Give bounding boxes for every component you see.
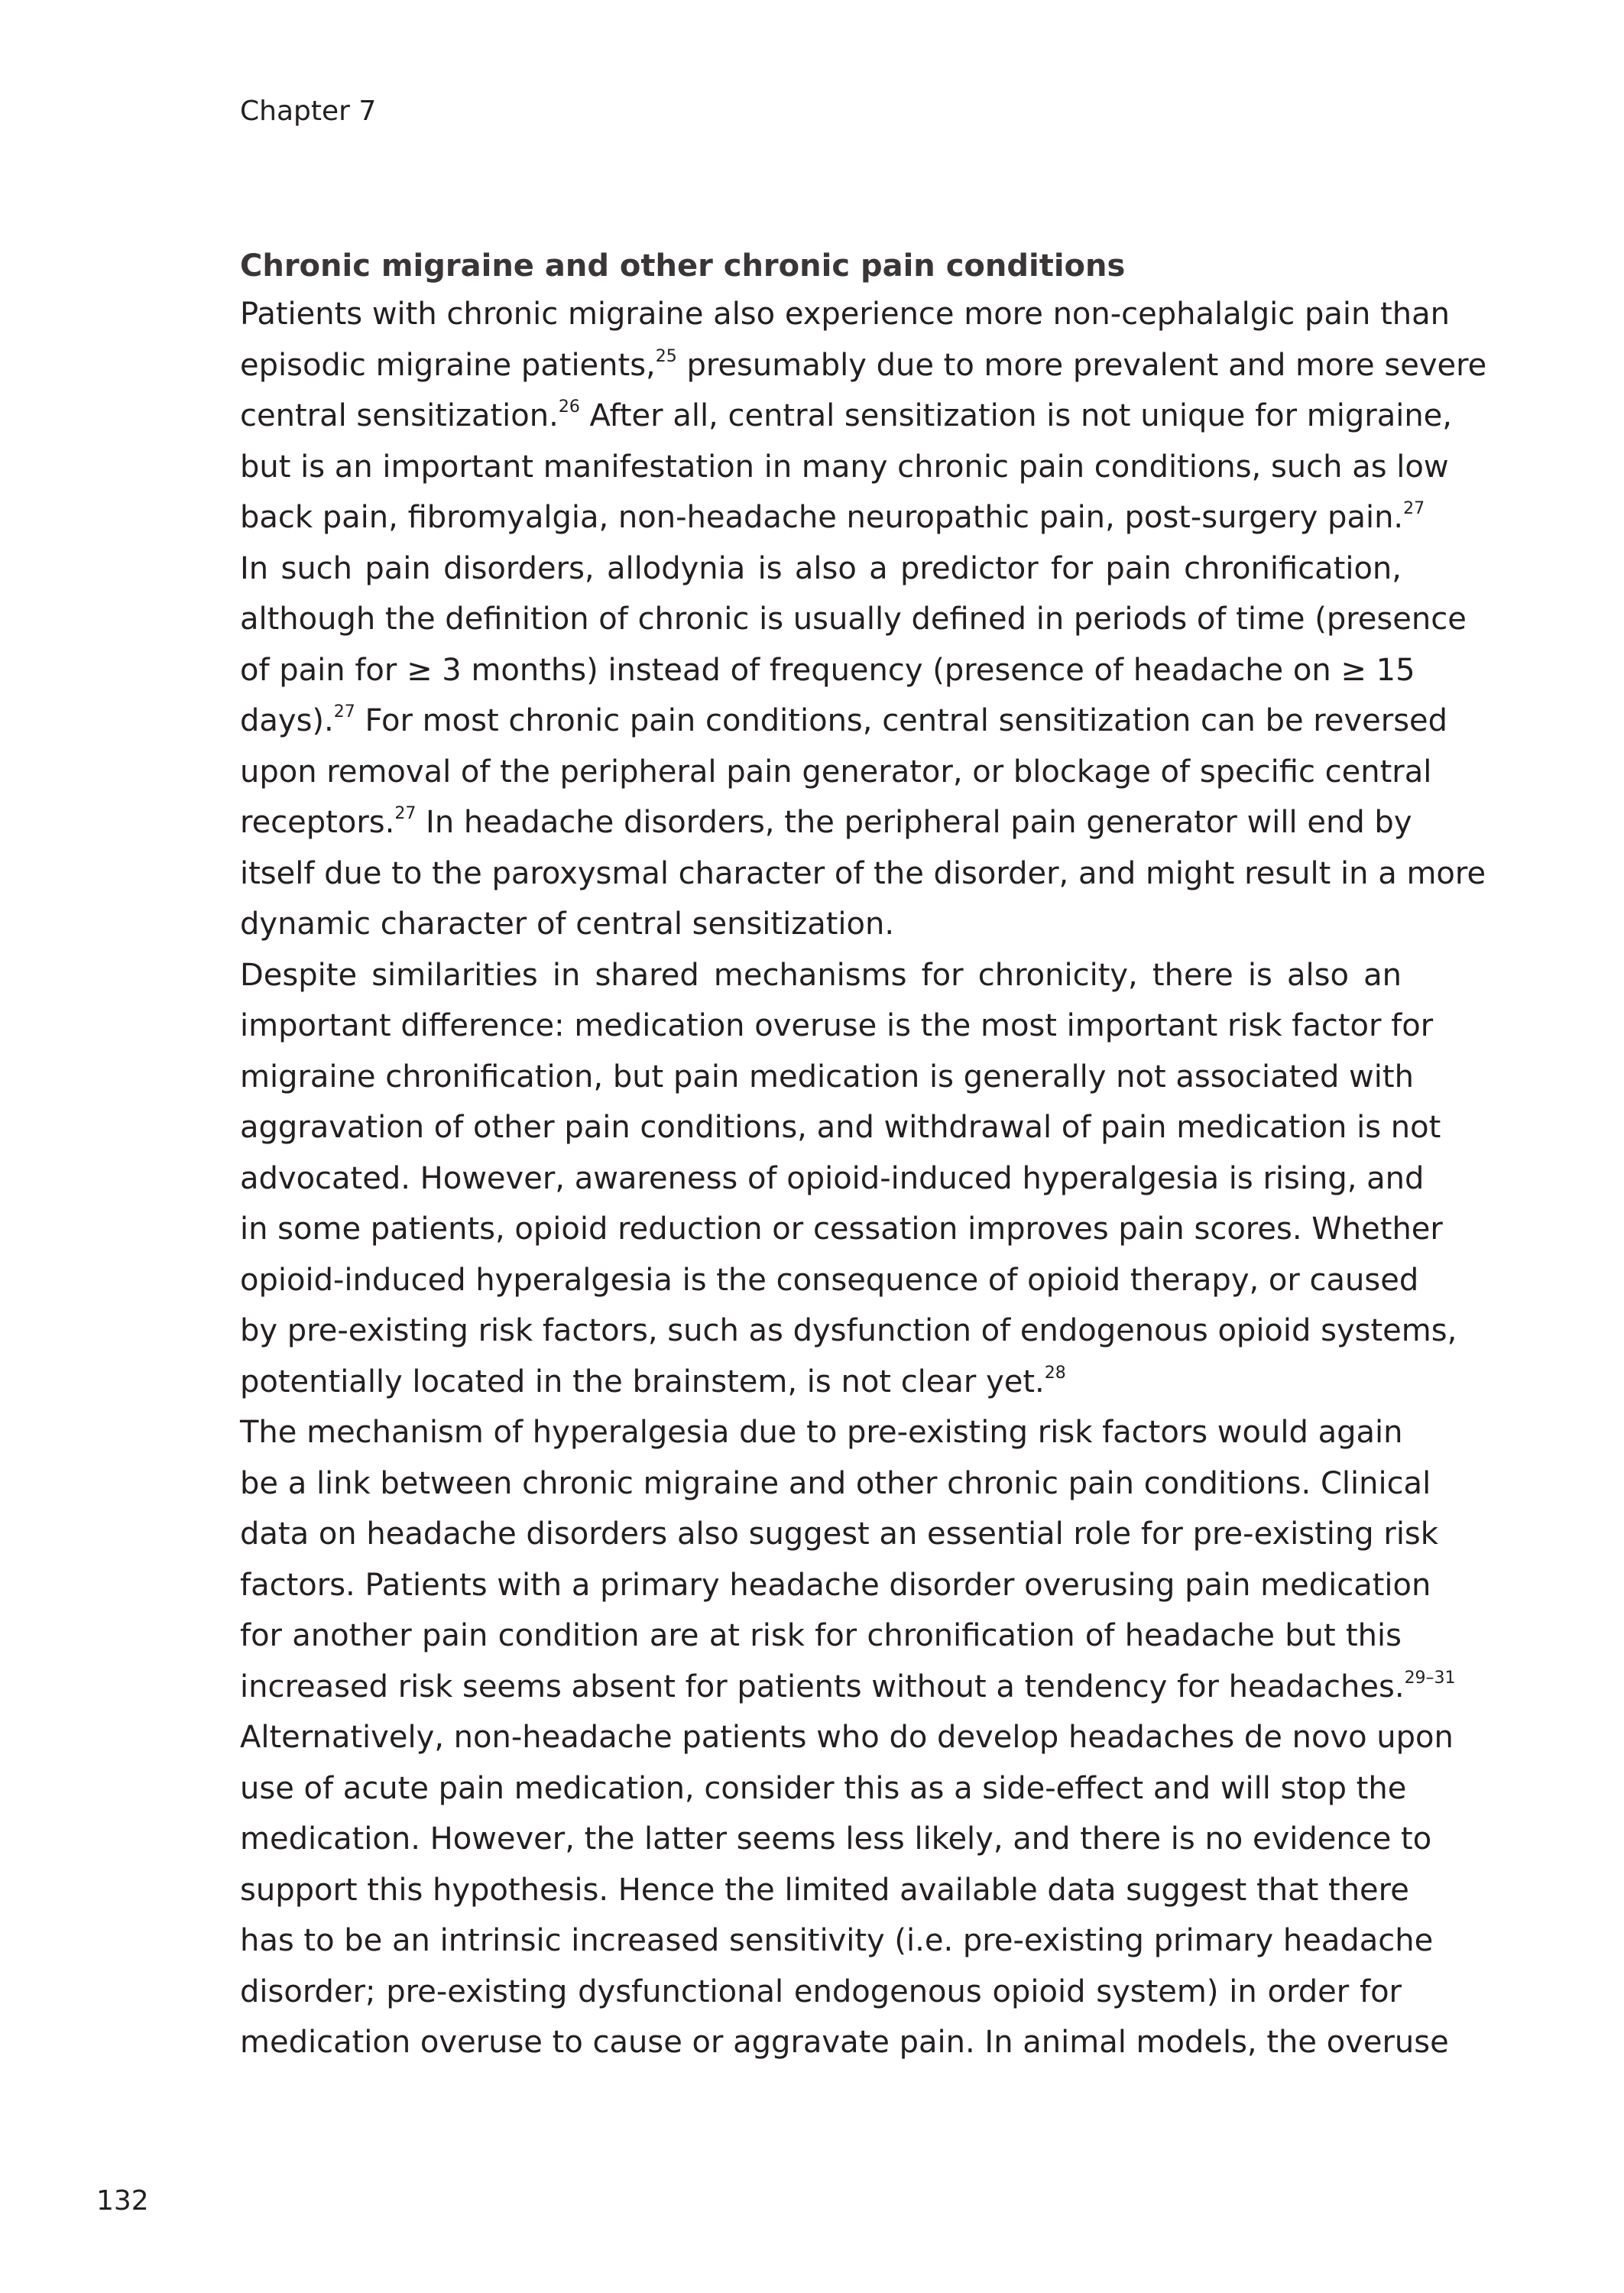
text-run: days).	[240, 703, 334, 738]
text-run: In such pain disorders, allodynia is also a predictor for pain chronification,	[240, 550, 1402, 586]
text-run: After all, central sensitization is not unique for migraine,	[579, 398, 1452, 433]
text-run: be a link between chronic migraine and other chronic pain conditions. Clinical	[240, 1465, 1431, 1501]
text-run: itself due to the paroxysmal character of the disorder, and might result in a more	[240, 855, 1486, 891]
citation-superscript: 27	[1403, 499, 1425, 518]
text-run: medication. However, the latter seems less likely, and there is no evidence to	[240, 1821, 1432, 1857]
text-line	[240, 1560, 1431, 1611]
text-line	[240, 391, 1452, 442]
text-line	[240, 1814, 1432, 1865]
text-line	[240, 1357, 1402, 1408]
text-run: important difference: medication overuse is the most important risk factor for	[240, 1008, 1434, 1043]
text-run: receptors.	[240, 805, 395, 840]
text-run: support this hypothesis. Hence the limited available data suggest that there	[240, 1872, 1409, 1908]
citation-superscript: 29–31	[1404, 1668, 1456, 1688]
text-line	[240, 747, 1432, 798]
text-line	[240, 848, 1486, 900]
text-run: data on headache disorders also suggest an essential role for pre-existing risk	[240, 1516, 1438, 1552]
text-run: dynamic character of central sensitization.	[240, 906, 895, 942]
text-line	[240, 1153, 1425, 1205]
text-run: Patients with chronic migraine also experience more non-cephalalgic pain than	[240, 297, 1450, 332]
text-line	[240, 797, 1412, 848]
text-run: For most chronic pain conditions, central sensitization can be reversed	[355, 703, 1448, 738]
text-line	[240, 1915, 1434, 1967]
text-line	[240, 1967, 1402, 2018]
citation-superscript: 27	[394, 804, 417, 823]
text-line	[240, 950, 1402, 1001]
text-run: increased risk seems absent for patients without a tendency for headaches.	[240, 1669, 1405, 1704]
text-line	[240, 1712, 1454, 1763]
text-run: although the definition of chronic is usually defined in periods of time (presence	[240, 602, 1467, 637]
text-run: factors. Patients with a primary headache disorder overusing pain medication	[240, 1567, 1431, 1603]
text-run: presumably due to more prevalent and more severe	[676, 347, 1487, 383]
text-run: has to be an intrinsic increased sensitivity (i.e. pre-existing primary headache	[240, 1923, 1434, 1958]
text-line	[240, 1763, 1407, 1815]
text-run: back pain, fibromyalgia, non-headache neuropathic pain, post-surgery pain.	[240, 500, 1404, 535]
paragraph	[240, 1407, 1456, 2068]
text-line	[240, 1458, 1431, 1510]
text-run: but is an important manifestation in many chronic pain conditions, such as low	[240, 449, 1449, 485]
page-number: 132	[96, 2185, 149, 2217]
text-run: disorder; pre-existing dysfunctional endogenous opioid system) in order for	[240, 1974, 1402, 2009]
text-run: Despite similarities in shared mechanisms for chronicity, there is also an	[240, 957, 1402, 993]
text-run: central sensitization.	[240, 398, 559, 433]
text-run: use of acute pain medication, consider this as a side-effect and will stop the	[240, 1770, 1407, 1806]
section-heading: Chronic migraine and other chronic pain conditions	[240, 248, 1126, 284]
text-line	[240, 1865, 1409, 1916]
running-head: Chapter 7	[240, 96, 377, 127]
text-line	[240, 442, 1449, 493]
text-run: Alternatively, non-headache patients who do develop headaches de novo upon	[240, 1720, 1454, 1755]
text-run: advocated. However, awareness of opioid-induced hyperalgesia is rising, and	[240, 1160, 1425, 1196]
paragraphs	[240, 289, 1487, 2068]
text-line	[240, 1509, 1438, 1560]
text-run: medication overuse to cause or aggravate pain. In animal models, the overuse	[240, 2025, 1449, 2060]
text-run: aggravation of other pain conditions, and withdrawal of pain medication is not	[240, 1110, 1441, 1145]
text-line	[240, 1662, 1456, 1713]
text-line	[240, 1052, 1414, 1103]
text-line	[240, 1610, 1402, 1662]
citation-superscript: 27	[333, 702, 355, 722]
text-line	[240, 899, 1402, 950]
text-line	[240, 2017, 1449, 2068]
text-run: of pain for ≥ 3 months) instead of frequency (presence of headache on ≥ 15	[240, 652, 1415, 688]
text-run: for another pain condition are at risk for chronification of headache but this	[240, 1618, 1402, 1653]
text-line	[240, 1407, 1402, 1458]
text-line	[240, 492, 1425, 543]
text-run: potentially located in the brainstem, is not clear yet.	[240, 1364, 1045, 1399]
text-line	[240, 594, 1467, 645]
citation-superscript: 26	[558, 397, 580, 417]
text-run: In headache disorders, the peripheral pain generator will end by	[416, 805, 1412, 840]
text-run: in some patients, opioid reduction or cessation improves pain scores. Whether	[240, 1211, 1443, 1247]
text-line	[240, 1255, 1419, 1306]
text-run: upon removal of the peripheral pain generator, or blockage of specific central	[240, 754, 1432, 790]
citation-superscript: 25	[655, 346, 677, 366]
text-line	[240, 289, 1450, 340]
text-line	[240, 1001, 1434, 1052]
text-line	[240, 1305, 1457, 1357]
text-line	[240, 543, 1402, 595]
text-line	[240, 1204, 1443, 1255]
text-run: episodic migraine patients,	[240, 347, 656, 383]
text-run: by pre-existing risk factors, such as dysfunction of endogenous opioid systems,	[240, 1313, 1457, 1348]
text-run: The mechanism of hyperalgesia due to pre-existing risk factors would again	[240, 1415, 1403, 1450]
paragraph	[240, 289, 1487, 950]
page-body	[240, 243, 1487, 2068]
text-line	[240, 696, 1448, 747]
text-run: opioid-induced hyperalgesia is the consequence of opioid therapy, or caused	[240, 1262, 1419, 1298]
paragraph	[240, 950, 1457, 1408]
citation-superscript: 28	[1044, 1363, 1066, 1383]
text-run: migraine chronification, but pain medication is generally not associated with	[240, 1059, 1414, 1095]
text-line	[240, 340, 1487, 391]
text-line	[240, 1102, 1441, 1153]
text-line	[240, 645, 1415, 696]
